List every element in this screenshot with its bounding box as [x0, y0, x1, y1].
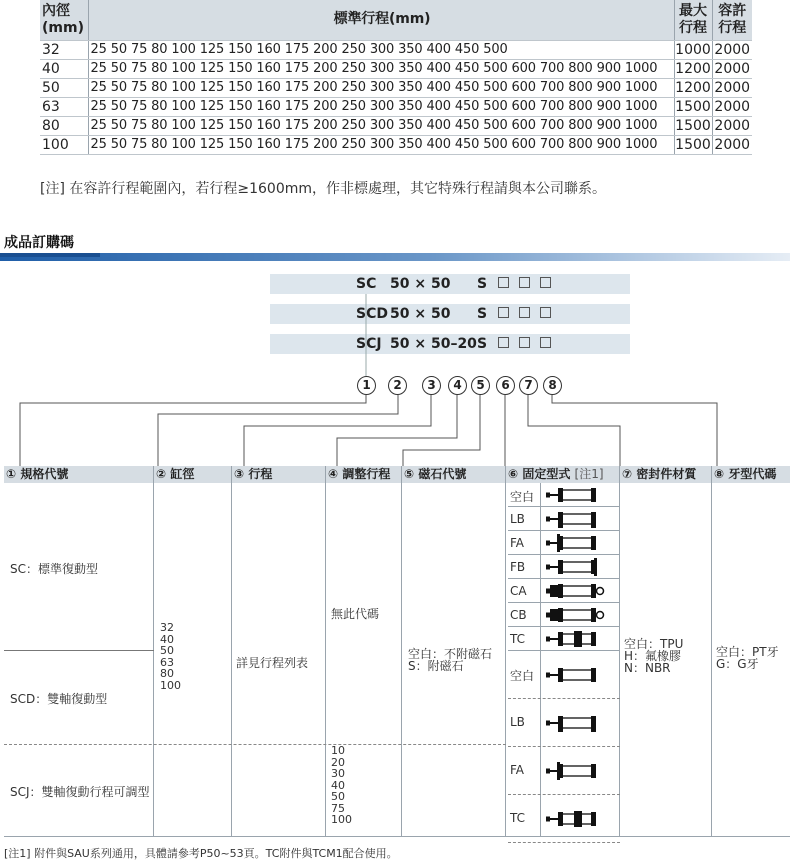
stroke-cell-allow: 2000 [712, 135, 752, 154]
code-s: S [477, 306, 488, 322]
stroke-cell-strokes: 25 50 75 80 100 125 150 160 175 200 250 300 350 400 450 500 600 700 800 900 1000 [88, 97, 674, 116]
header-bore: 內徑 (mm) [40, 0, 88, 40]
mount-code: CA [510, 584, 527, 598]
col-line [231, 483, 232, 837]
spec-scd: SCD：雙軸復動型 [10, 692, 108, 706]
stroke-cell-bore: 80 [40, 116, 88, 135]
spec-scj: SCJ：雙軸復動行程可調型 [10, 785, 150, 799]
bore-item: 32 [160, 621, 174, 634]
seal-item: H：氟橡膠 [624, 649, 682, 663]
cylinder-icon [544, 762, 606, 784]
col-line [153, 483, 154, 837]
stroke-cell-allow: 2000 [712, 97, 752, 116]
cylinder-icon [544, 582, 606, 604]
stroke-cell-bore: 40 [40, 59, 88, 78]
stroke-see-table: 詳見行程列表 [236, 656, 309, 670]
mount-row-sc [508, 531, 620, 555]
header-adjust-stroke: ④ 調整行程 [326, 466, 402, 483]
header-seal: ⑦ 密封件材質 [620, 466, 712, 483]
stroke-cell-max: 1200 [675, 60, 711, 77]
header-magnet: ⑤ 磁石代號 [402, 466, 506, 483]
seal-item: N：NBR [624, 661, 671, 675]
col-line [505, 483, 506, 837]
stroke-cell-bore: 100 [40, 135, 88, 154]
circle-4: 4 [448, 376, 467, 395]
code-spec: 50 × 50 [390, 306, 451, 322]
circle-5: 5 [471, 376, 490, 395]
bore-item: 50 [160, 644, 174, 657]
code-spec: 50 × 50 [390, 276, 451, 292]
code-model: SCD [356, 306, 388, 322]
cylinder-icon [544, 606, 606, 628]
stroke-cell-bore: 32 [40, 40, 88, 59]
bore-item: 100 [160, 678, 181, 692]
row-separator [4, 744, 506, 745]
mount-code: LB [510, 512, 525, 526]
bore-item: 80 [160, 667, 174, 680]
header-mounting-label: ⑥ 固定型式 [508, 467, 571, 481]
mount-code: TC [510, 811, 526, 825]
adjust-list [331, 745, 352, 826]
stroke-cell-strokes: 25 50 75 80 100 125 150 160 175 200 250 300 350 400 450 500 600 700 800 900 1000 [88, 135, 674, 154]
mount-code: 空白 [510, 669, 535, 683]
adjust-item: 100 [331, 813, 352, 826]
mount-code: LB [510, 715, 525, 729]
circle-1: 1 [357, 376, 376, 395]
mount-row-scd [508, 651, 620, 699]
thread-item: G：G牙 [716, 657, 759, 671]
code-s: S [477, 336, 488, 352]
header-allow-stroke: 容許 行程 [712, 0, 752, 40]
magnet-list [408, 648, 492, 672]
code-spec: 50 × 50–20 [390, 336, 477, 352]
table-bottom [4, 836, 790, 837]
header-mounting-note: [注1] [574, 467, 604, 481]
seal-item: 空白：TPU [624, 637, 684, 651]
code-model: SC [356, 276, 377, 292]
stroke-cell-strokes: 25 50 75 80 100 125 150 160 175 200 250 300 350 400 450 500 600 700 800 900 1000 [88, 78, 674, 97]
bore-list [160, 622, 181, 691]
mount-row-sc [508, 555, 620, 579]
circle-2: 2 [388, 376, 407, 395]
stroke-cell-strokes: 25 50 75 80 100 125 150 160 175 200 250 300 350 400 450 500 600 700 800 900 1000 [88, 59, 674, 78]
footnote: [注1] 附件與SAU系列通用，具體請參考P50~53頁。TC附件與TCM1配合使用。 [4, 847, 398, 860]
code-model: SCJ [356, 336, 382, 352]
stroke-cell-strokes: 25 50 75 80 100 125 150 160 175 200 250 300 350 400 450 500 600 700 800 900 1000 [88, 116, 674, 135]
stroke-cell-max: 1500 [675, 117, 711, 134]
mount-code: FA [510, 763, 525, 777]
adjust-item: 20 [331, 755, 345, 769]
circle-3: 3 [422, 376, 441, 395]
stroke-cell-max: 1500 [675, 98, 711, 115]
mount-code: 空白 [510, 490, 535, 504]
circle-7: 7 [519, 376, 538, 395]
col-line [325, 483, 326, 837]
row-separator [4, 650, 154, 651]
mount-row-sc [508, 603, 620, 627]
mount-code: FA [510, 536, 525, 550]
magnet-item: S：附磁石 [408, 659, 464, 673]
bore-item: 63 [160, 655, 174, 669]
adjust-item: 75 [331, 801, 345, 815]
stroke-cell-strokes: 25 50 75 80 100 125 150 160 175 200 250 300 350 400 450 500 [88, 40, 674, 59]
mount-row-sc [508, 579, 620, 603]
adjust-item: 10 [331, 744, 345, 757]
section-title: 成品訂購碼 [4, 235, 74, 251]
stroke-note: [注] 在容許行程範圍內，若行程≥1600mm，作非標處理，其它特殊行程請與本公司聯系。 [40, 181, 607, 197]
mount-code: FB [510, 560, 526, 574]
adjust-item: 50 [331, 790, 345, 803]
stroke-cell-max: 1500 [675, 136, 711, 153]
col-line [711, 483, 712, 837]
header-mounting [506, 466, 620, 483]
header-max-stroke: 最大 行程 [674, 0, 712, 40]
stroke-cell-allow: 2000 [712, 59, 752, 78]
mount-row-sc [508, 507, 620, 531]
stroke-cell-allow: 2000 [712, 40, 752, 59]
seal-list [624, 638, 683, 674]
cylinder-icon [544, 486, 606, 508]
header-stroke: ③ 行程 [232, 466, 326, 483]
spec-sc: SC：標準復動型 [10, 562, 98, 576]
stroke-cell-max: 1200 [675, 79, 711, 96]
header-standard-stroke: 標準行程(mm) [88, 0, 674, 40]
circle-6: 6 [496, 376, 515, 395]
mount-row-scd [508, 747, 620, 795]
mount-code: CB [510, 608, 527, 622]
header-thread: ⑧ 牙型代碼 [712, 466, 790, 483]
cylinder-icon [544, 810, 606, 832]
adjust-item: 40 [331, 778, 345, 792]
thread-item: 空白：PT牙 [716, 645, 779, 659]
mount-row-scd [508, 699, 620, 747]
circle-8: 8 [543, 376, 562, 395]
bore-item: 40 [160, 632, 174, 646]
stroke-cell-bore: 63 [40, 97, 88, 116]
adjust-none: 無此代碼 [331, 607, 380, 621]
magnet-item: 空白：不附磁石 [408, 647, 493, 661]
cylinder-icon [544, 510, 606, 532]
mount-row-sc [508, 483, 620, 507]
cylinder-icon [544, 534, 606, 556]
stroke-cell-allow: 2000 [712, 78, 752, 97]
header-bore-size: ② 缸徑 [154, 466, 232, 483]
cylinder-icon [544, 666, 606, 688]
thread-list [716, 646, 779, 670]
header-spec-code: ① 規格代號 [4, 466, 154, 483]
stroke-cell-allow: 2000 [712, 116, 752, 135]
mount-row-sc [508, 627, 620, 651]
stroke-cell-max: 1000 [675, 41, 711, 58]
col-line [401, 483, 402, 837]
mount-row-scd [508, 795, 620, 843]
mount-code: TC [510, 632, 526, 646]
cylinder-icon [544, 630, 606, 652]
cylinder-icon [544, 558, 606, 580]
code-s: S [477, 276, 488, 292]
cylinder-icon [544, 714, 606, 736]
adjust-item: 30 [331, 767, 345, 780]
stroke-cell-bore: 50 [40, 78, 88, 97]
